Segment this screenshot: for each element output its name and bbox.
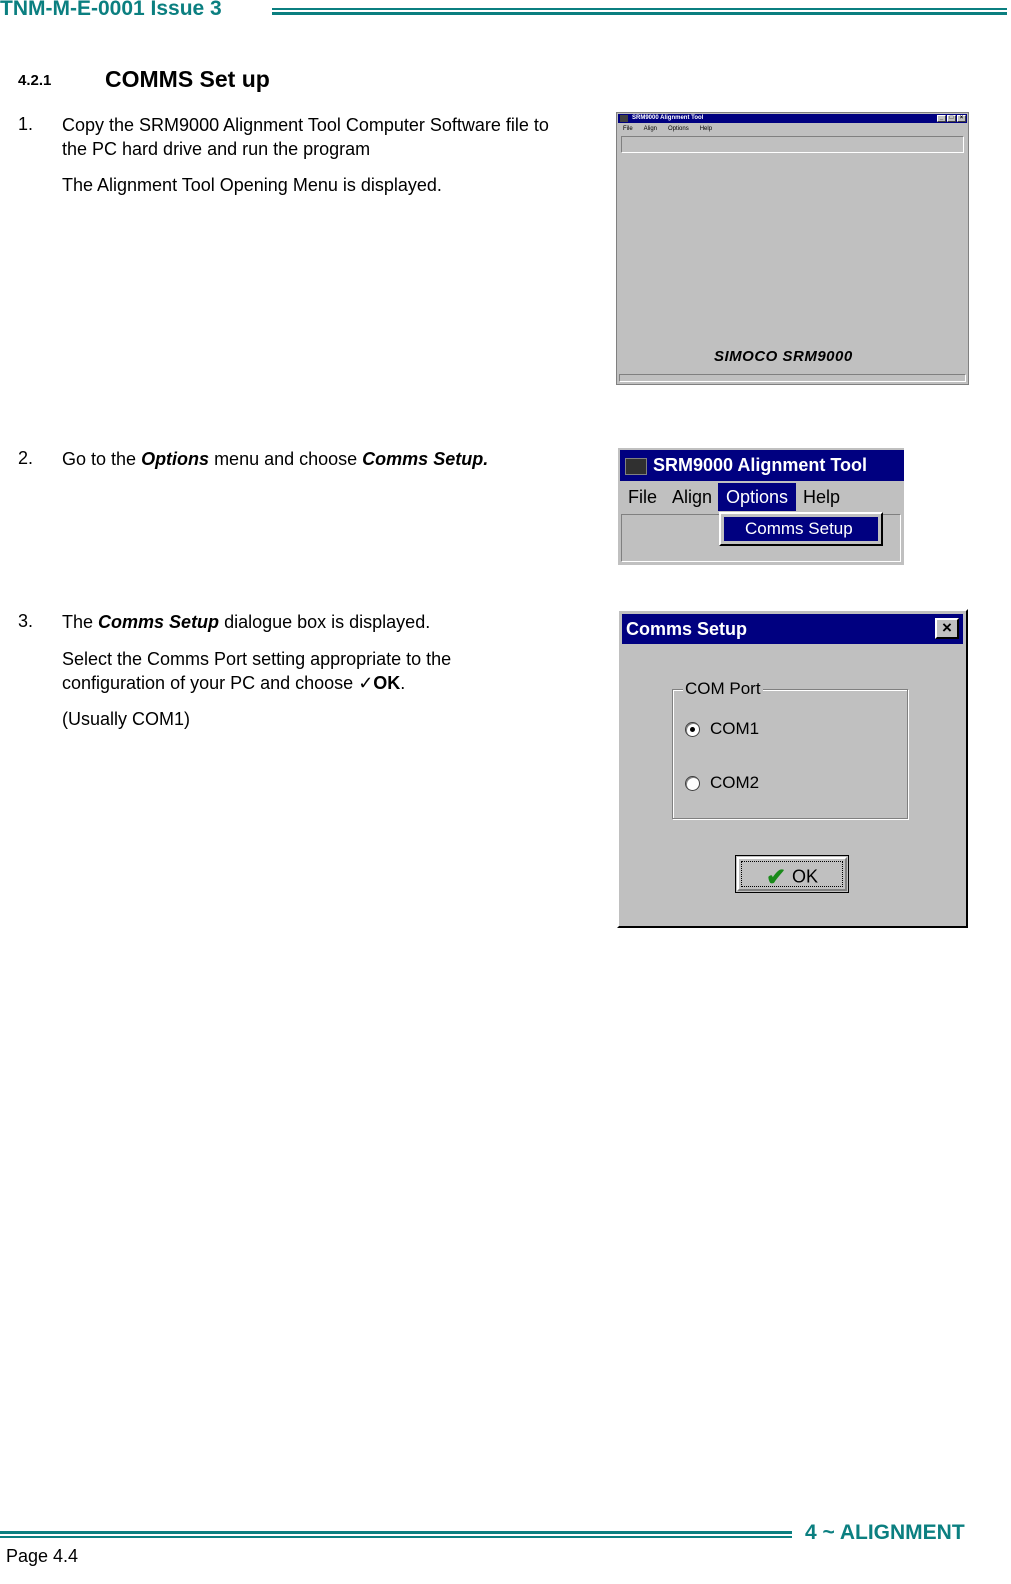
app-icon bbox=[620, 115, 628, 122]
menu-align: Align bbox=[643, 126, 658, 132]
footer-rule bbox=[0, 1531, 792, 1540]
close-icon: × bbox=[957, 115, 966, 122]
com-port-group bbox=[672, 679, 908, 819]
step-1-result: The Alignment Tool Opening Menu is displayed. bbox=[62, 175, 442, 195]
title-bar bbox=[620, 450, 904, 481]
menu-file: File bbox=[628, 487, 658, 507]
radio-label: COM2 bbox=[710, 773, 760, 792]
options-dropdown bbox=[719, 512, 883, 546]
menu-options: Options bbox=[668, 126, 689, 132]
radio-label: COM1 bbox=[710, 719, 760, 738]
section-title: COMMS Set up bbox=[105, 66, 270, 92]
screenshot-options-menu bbox=[617, 447, 904, 565]
menu-bar bbox=[618, 124, 967, 134]
page-number: Page 4.4 bbox=[6, 1546, 79, 1566]
toolbar-area bbox=[621, 136, 964, 153]
screenshot-opening-menu bbox=[616, 112, 969, 385]
checkmark-icon: ✔ bbox=[765, 864, 787, 891]
document-id: TNM-M-E-0001 Issue 3 bbox=[0, 0, 222, 20]
step-3-text: The Comms Setup dialogue box is displayed. bbox=[62, 612, 431, 632]
menu-help: Help bbox=[803, 487, 841, 507]
section-number: 4.2.1 bbox=[18, 72, 52, 89]
group-label: COM Port bbox=[685, 679, 761, 698]
step-3-note: (Usually COM1) bbox=[62, 709, 191, 729]
window-title: SRM9000 Alignment Tool bbox=[653, 455, 868, 475]
dialog-title: Comms Setup bbox=[626, 619, 748, 639]
simoco-logo: SIMOCO SRM9000 bbox=[714, 348, 853, 365]
menu-bar bbox=[618, 483, 904, 511]
step-2-text: Go to the Options menu and choose Comms Setup. bbox=[62, 449, 489, 469]
menu-help: Help bbox=[699, 126, 713, 132]
step-3-instruction: Select the Comms Port setting appropriate to the configuration of your PC and choose ✓OK. bbox=[62, 649, 452, 693]
header-rule bbox=[272, 8, 1007, 17]
menu-options: Options bbox=[718, 483, 796, 511]
step-1-number: 1. bbox=[18, 114, 34, 134]
title-bar bbox=[618, 114, 967, 123]
step-3-number: 3. bbox=[18, 611, 34, 631]
menu-item-comms-setup: Comms Setup bbox=[724, 517, 878, 541]
ok-button bbox=[735, 855, 849, 893]
screenshot-comms-setup-dialog bbox=[617, 609, 968, 928]
radio-selected-icon bbox=[685, 722, 700, 737]
minimize-icon: _ bbox=[937, 115, 946, 122]
close-icon: × bbox=[935, 618, 959, 639]
radio-unselected-icon bbox=[685, 776, 700, 791]
radio-com2 bbox=[685, 772, 759, 794]
status-bar bbox=[619, 374, 966, 382]
title-bar bbox=[622, 614, 963, 644]
step-1-text: Copy the SRM9000 Alignment Tool Computer Software file to the PC hard drive and run the program bbox=[62, 115, 549, 159]
window-title: SRM9000 Alignment Tool bbox=[632, 115, 704, 121]
ok-label: OK bbox=[792, 866, 819, 887]
client-area bbox=[619, 156, 966, 370]
step-2-number: 2. bbox=[18, 448, 34, 468]
menu-file: File bbox=[623, 126, 633, 132]
radio-com1 bbox=[685, 718, 759, 740]
chapter-title: 4 ~ ALIGNMENT bbox=[805, 1521, 965, 1544]
menu-align: Align bbox=[672, 487, 713, 507]
maximize-icon: □ bbox=[947, 115, 956, 122]
app-icon bbox=[625, 458, 647, 475]
